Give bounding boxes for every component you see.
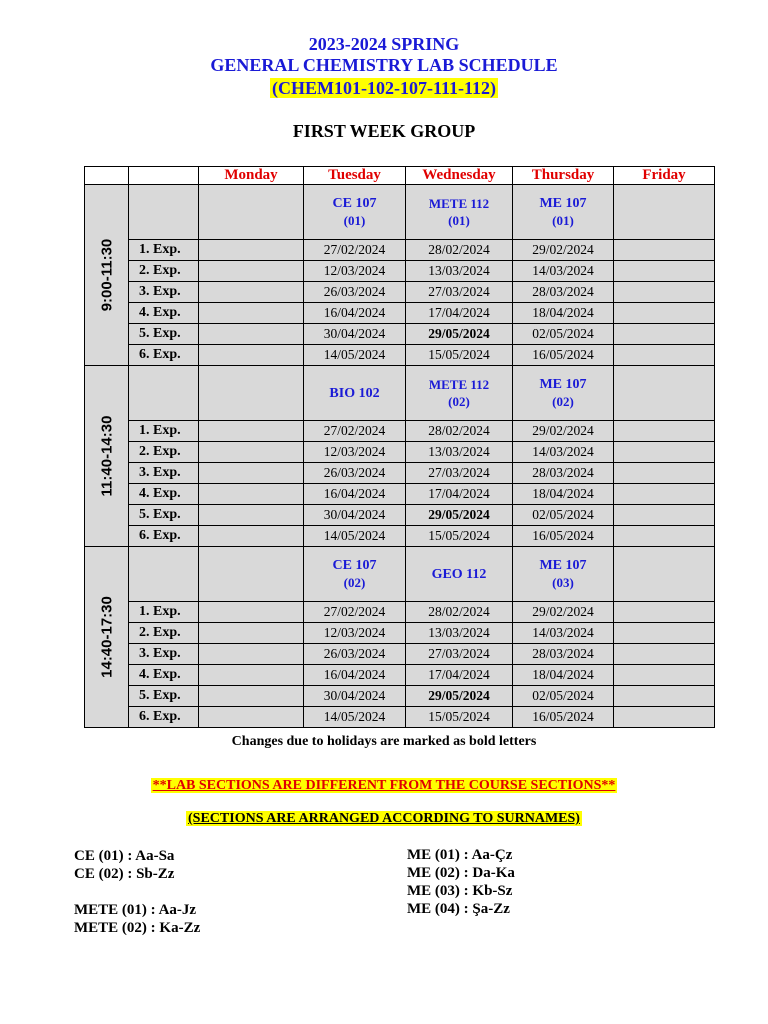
experiment-label: 1. Exp. <box>129 240 199 261</box>
date-cell: 13/03/2024 <box>406 261 513 282</box>
course-cell <box>304 547 406 602</box>
friday-cell <box>614 442 715 463</box>
date-cell: 15/05/2024 <box>406 345 513 366</box>
monday-cell <box>199 185 304 240</box>
section-item: ME (04) : Şa-Zz <box>407 901 510 917</box>
experiment-row <box>85 686 715 707</box>
experiment-label: 3. Exp. <box>129 463 199 484</box>
date-cell: 29/02/2024 <box>513 240 614 261</box>
friday-cell <box>614 686 715 707</box>
course-name: METE 112 <box>428 377 490 392</box>
monday-cell <box>199 623 304 644</box>
date-cell: 27/03/2024 <box>406 644 513 665</box>
group-title: FIRST WEEK GROUP <box>292 121 476 141</box>
experiment-row <box>85 707 715 728</box>
date-cell: 16/05/2024 <box>513 345 614 366</box>
course-name: GEO 112 <box>431 566 487 582</box>
date-cell: 27/03/2024 <box>406 463 513 484</box>
monday-cell <box>199 547 304 602</box>
course-section: (01) <box>343 213 366 228</box>
friday-cell <box>614 261 715 282</box>
date-cell: 02/05/2024 <box>513 686 614 707</box>
date-cell: 27/03/2024 <box>406 282 513 303</box>
date-cell: 28/02/2024 <box>406 240 513 261</box>
date-cell: 30/04/2024 <box>304 505 406 526</box>
title-courses-wrap <box>0 78 768 99</box>
experiment-row <box>85 345 715 366</box>
header-blank <box>129 167 199 185</box>
experiment-label: 2. Exp. <box>129 442 199 463</box>
date-cell: 12/03/2024 <box>304 261 406 282</box>
friday-cell <box>614 484 715 505</box>
friday-cell <box>614 644 715 665</box>
monday-cell <box>199 345 304 366</box>
experiment-label: 3. Exp. <box>129 644 199 665</box>
date-cell: 16/05/2024 <box>513 707 614 728</box>
date-cell: 29/02/2024 <box>513 421 614 442</box>
experiment-label: 6. Exp. <box>129 526 199 547</box>
friday-cell <box>614 526 715 547</box>
holiday-note: Changes due to holidays are marked as bold letters <box>231 734 537 749</box>
course-cell <box>513 366 614 421</box>
date-cell: 17/04/2024 <box>406 303 513 324</box>
experiment-row <box>85 623 715 644</box>
course-cell <box>513 547 614 602</box>
experiment-row <box>85 442 715 463</box>
experiment-label: 4. Exp. <box>129 303 199 324</box>
day-header-row <box>85 167 715 185</box>
date-cell: 02/05/2024 <box>513 505 614 526</box>
course-name: METE 112 <box>428 196 490 211</box>
monday-cell <box>199 707 304 728</box>
course-section: (02) <box>343 575 366 590</box>
experiment-label: 5. Exp. <box>129 324 199 345</box>
friday-cell <box>614 665 715 686</box>
section-item: ME (02) : Da-Ka <box>407 865 515 881</box>
date-cell: 16/04/2024 <box>304 303 406 324</box>
section-item: METE (01) : Aa-Jz <box>74 902 197 918</box>
day-header: Friday <box>614 167 715 185</box>
experiment-label: 1. Exp. <box>129 421 199 442</box>
experiment-label: 4. Exp. <box>129 665 199 686</box>
course-cell <box>304 185 406 240</box>
course-name: ME 107 <box>539 558 587 573</box>
warning-surnames-wrap <box>0 809 768 827</box>
experiment-label: 6. Exp. <box>129 707 199 728</box>
monday-cell <box>199 526 304 547</box>
friday-cell <box>614 303 715 324</box>
course-section: (02) <box>448 394 470 409</box>
experiment-row <box>85 463 715 484</box>
date-cell: 27/02/2024 <box>304 602 406 623</box>
experiment-label: 2. Exp. <box>129 623 199 644</box>
monday-cell <box>199 366 304 421</box>
date-cell: 14/03/2024 <box>513 261 614 282</box>
friday-cell <box>614 505 715 526</box>
section-item: CE (02) : Sb-Zz <box>74 866 175 882</box>
date-cell: 02/05/2024 <box>513 324 614 345</box>
monday-cell <box>199 686 304 707</box>
monday-cell <box>199 644 304 665</box>
blank-cell <box>129 185 199 240</box>
monday-cell <box>199 261 304 282</box>
experiment-row <box>85 240 715 261</box>
course-section: (03) <box>552 575 574 590</box>
date-cell: 18/04/2024 <box>513 484 614 505</box>
monday-cell <box>199 303 304 324</box>
monday-cell <box>199 484 304 505</box>
date-cell: 14/05/2024 <box>304 345 406 366</box>
experiment-row <box>85 526 715 547</box>
course-row <box>85 185 715 240</box>
experiment-label: 1. Exp. <box>129 602 199 623</box>
header-blank <box>85 167 129 185</box>
course-cell <box>406 185 513 240</box>
date-cell: 27/02/2024 <box>304 421 406 442</box>
title-semester: 2023-2024 SPRING <box>308 34 460 54</box>
time-slot <box>85 185 129 366</box>
experiment-label: 5. Exp. <box>129 505 199 526</box>
course-name: ME 107 <box>539 377 587 392</box>
day-header: Tuesday <box>304 167 406 185</box>
experiment-row <box>85 644 715 665</box>
date-cell: 28/03/2024 <box>513 282 614 303</box>
time-slot-label: 11:40-14:30 <box>98 415 115 497</box>
course-cell <box>406 547 513 602</box>
date-cell: 14/03/2024 <box>513 442 614 463</box>
date-cell: 12/03/2024 <box>304 442 406 463</box>
monday-cell <box>199 324 304 345</box>
course-cell <box>406 366 513 421</box>
monday-cell <box>199 240 304 261</box>
experiment-row <box>85 421 715 442</box>
date-cell: 29/02/2024 <box>513 602 614 623</box>
course-cell <box>513 185 614 240</box>
monday-cell <box>199 421 304 442</box>
date-cell: 29/05/2024 <box>406 324 513 345</box>
date-cell: 18/04/2024 <box>513 303 614 324</box>
friday-cell <box>614 421 715 442</box>
friday-cell <box>614 707 715 728</box>
date-cell: 16/04/2024 <box>304 665 406 686</box>
time-slot-label: 14:40-17:30 <box>98 596 115 678</box>
schedule-table <box>84 166 715 728</box>
date-cell: 15/05/2024 <box>406 707 513 728</box>
section-item: CE (01) : Aa-Sa <box>74 848 175 864</box>
course-name: CE 107 <box>332 558 377 573</box>
day-header: Monday <box>199 167 304 185</box>
date-cell: 15/05/2024 <box>406 526 513 547</box>
monday-cell <box>199 665 304 686</box>
friday-cell <box>614 623 715 644</box>
time-slot-label: 9:00-11:30 <box>98 238 115 312</box>
date-cell: 28/02/2024 <box>406 602 513 623</box>
course-name: ME 107 <box>539 196 587 211</box>
experiment-label: 4. Exp. <box>129 484 199 505</box>
experiment-label: 6. Exp. <box>129 345 199 366</box>
date-cell: 28/02/2024 <box>406 421 513 442</box>
date-cell: 30/04/2024 <box>304 686 406 707</box>
warning-sections: **LAB SECTIONS ARE DIFFERENT FROM THE COURSE SECTIONS** <box>152 778 616 793</box>
date-cell: 29/05/2024 <box>406 505 513 526</box>
date-cell: 14/03/2024 <box>513 623 614 644</box>
monday-cell <box>199 282 304 303</box>
friday-cell <box>614 240 715 261</box>
section-item: METE (02) : Ka-Zz <box>74 920 201 936</box>
date-cell: 29/05/2024 <box>406 686 513 707</box>
sections-left <box>74 847 200 937</box>
date-cell: 28/03/2024 <box>513 644 614 665</box>
experiment-row <box>85 505 715 526</box>
experiment-row <box>85 261 715 282</box>
date-cell: 28/03/2024 <box>513 463 614 484</box>
date-cell: 12/03/2024 <box>304 623 406 644</box>
friday-cell <box>614 282 715 303</box>
experiment-row <box>85 282 715 303</box>
date-cell: 17/04/2024 <box>406 665 513 686</box>
experiment-label: 2. Exp. <box>129 261 199 282</box>
course-row <box>85 366 715 421</box>
monday-cell <box>199 505 304 526</box>
date-cell: 26/03/2024 <box>304 463 406 484</box>
date-cell: 13/03/2024 <box>406 442 513 463</box>
course-name: BIO 102 <box>329 385 380 401</box>
experiment-row <box>85 484 715 505</box>
experiment-label: 3. Exp. <box>129 282 199 303</box>
date-cell: 16/04/2024 <box>304 484 406 505</box>
friday-cell <box>614 602 715 623</box>
course-section: (01) <box>552 213 574 228</box>
course-section: (01) <box>448 213 470 228</box>
experiment-row <box>85 602 715 623</box>
time-slot <box>85 547 129 728</box>
sections-right <box>407 846 515 918</box>
experiment-row <box>85 324 715 345</box>
monday-cell <box>199 602 304 623</box>
date-cell: 13/03/2024 <box>406 623 513 644</box>
date-cell: 27/02/2024 <box>304 240 406 261</box>
date-cell: 17/04/2024 <box>406 484 513 505</box>
course-section: (02) <box>552 394 574 409</box>
blank-cell <box>129 366 199 421</box>
friday-cell <box>614 547 715 602</box>
friday-cell <box>614 345 715 366</box>
day-header: Wednesday <box>406 167 513 185</box>
date-cell: 14/05/2024 <box>304 526 406 547</box>
course-row <box>85 547 715 602</box>
date-cell: 14/05/2024 <box>304 707 406 728</box>
title-schedule: GENERAL CHEMISTRY LAB SCHEDULE <box>210 55 558 75</box>
course-name: CE 107 <box>332 196 377 211</box>
date-cell: 26/03/2024 <box>304 644 406 665</box>
warning-sections-wrap <box>0 776 768 794</box>
friday-cell <box>614 185 715 240</box>
friday-cell <box>614 366 715 421</box>
monday-cell <box>199 442 304 463</box>
day-header: Thursday <box>513 167 614 185</box>
warning-surnames: (SECTIONS ARE ARRANGED ACCORDING TO SURNAMES) <box>188 811 580 826</box>
course-cell <box>304 366 406 421</box>
date-cell: 30/04/2024 <box>304 324 406 345</box>
section-item: ME (01) : Aa-Çz <box>407 847 513 863</box>
friday-cell <box>614 463 715 484</box>
date-cell: 18/04/2024 <box>513 665 614 686</box>
time-slot <box>85 366 129 547</box>
blank-cell <box>129 547 199 602</box>
experiment-row <box>85 665 715 686</box>
date-cell: 16/05/2024 <box>513 526 614 547</box>
experiment-label: 5. Exp. <box>129 686 199 707</box>
monday-cell <box>199 463 304 484</box>
section-item: ME (03) : Kb-Sz <box>407 883 513 899</box>
title-courses: (CHEM101-102-107-111-112) <box>272 78 496 98</box>
date-cell: 26/03/2024 <box>304 282 406 303</box>
friday-cell <box>614 324 715 345</box>
experiment-row <box>85 303 715 324</box>
